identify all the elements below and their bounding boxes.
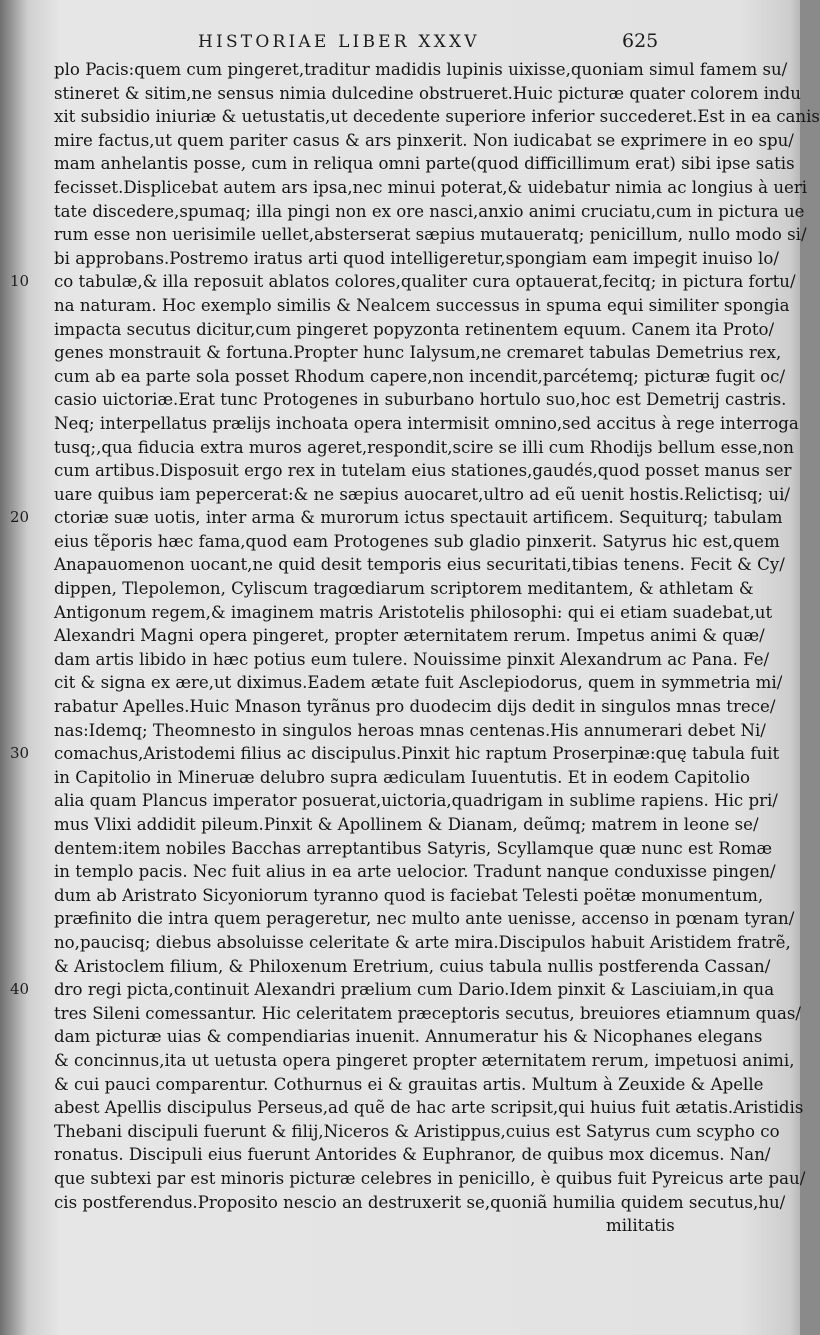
text-line: tate discedere,spumaq; illa pingi non ex ore nasci,anxio animi cruciatu,cum in pictura ue: [54, 201, 805, 221]
text-line-content: ctoriæ suæ uotis, inter arma & murorum ictus spectauit artificem. Sequiturq; tabulam: [54, 508, 783, 528]
text-line: præfinito die intra quem perageretur, nec multo ante uenisse, accenso in pœnam tyran/: [54, 909, 795, 929]
text-line: & Aristoclem filium, & Philoxenum Eretrium, cuius tabula nullis postferenda Cassan/: [54, 956, 771, 976]
body-text: [10, 58, 820, 1238]
text-line-content: comachus,Aristodemi filius ac discipulus.Pinxit hic raptum Proserpinæ:quę tabula fuit: [54, 744, 780, 764]
text-line: dippen, Tlepolemon, Cyliscum tragœdiarum scriptorem meditantem, & athletam &: [54, 579, 754, 599]
text-line-numbered: [10, 270, 796, 294]
text-line: tusq;,qua fiducia extra muros ageret,respondit,scire se illi cum Rhodijs bellum esse,non: [54, 437, 794, 457]
text-line: na naturam. Hoc exemplo similis & Nealcem successus in spuma equi similiter spongia: [54, 295, 790, 315]
text-line: xit subsidio iniuriæ & uetustatis,ut decedente superiore inferior succederet.Est in ea canis: [54, 107, 820, 127]
text-line: mam anhelantis posse, cum in reliqua omni parte(quod difficillimum erat) sibi ipse satis: [54, 154, 795, 174]
page-number: 625: [622, 30, 659, 52]
text-line: rabatur Apelles.Huic Mnason tyrãnus pro duodecim dijs dedit in singulos mnas trece/: [54, 697, 776, 717]
text-line: plo Pacis:quem cum pingeret,traditur madidis lupinis uixisse,quoniam simul famem su/: [54, 60, 788, 79]
text-line: in templo pacis. Nec fuit alius in ea arte uelocior. Tradunt nanque conduxisse pingen/: [54, 862, 776, 882]
text-line: tres Sileni comessantur. Hic celeritatem præceptoris secutus, breuiores etiamnum quas/: [54, 1003, 801, 1023]
text-line: abest Apellis discipulus Perseus,ad quẽ de hac arte scripsit,qui huius fuit ætatis.Aristidis: [54, 1098, 804, 1118]
line-number: 10: [10, 272, 30, 291]
text-line: fecisset.Displicebat autem ars ipsa,nec minui poterat,& uidebatur nimia ac longius à ueri: [54, 177, 808, 197]
text-line: eius tẽporis hæc fama,quod eam Protogenes sub gladio pinxerit. Satyrus hic est,quem: [54, 531, 780, 551]
text-line-content: co tabulæ,& illa reposuit ablatos colores,qualiter cura optauerat,fecitq; in pictura fortu/: [54, 272, 796, 292]
text-line: bi approbans.Postremo iratus arti quod intelligeretur,spongiam eam impegit inuiso lo/: [54, 248, 779, 268]
line-number: 40: [10, 980, 30, 999]
text-line: stineret & sitim,ne sensus nimia dulcedine obstrueret.Huic picturæ quater colorem indu: [54, 83, 801, 103]
text-line: impacta secutus dicitur,cum pingeret popyzonta retinentem equum. Canem ita Proto/: [54, 319, 775, 339]
text-line: & concinnus,ita ut uetusta opera pingeret propter æternitatem rerum, impetuosi animi,: [54, 1050, 795, 1070]
text-line: uare quibus iam pepercerat:& ne sæpius auocaret,ultro ad eũ uenit hostis.Relictisq; ui/: [54, 484, 790, 504]
text-line: in Capitolio in Mineruæ delubro supra ædiculam Iuuentutis. Et in eodem Capitolio: [54, 767, 750, 787]
text-line: rum esse non uerisimile uellet,absterserat sæpius mutaueratq; penicillum, nullo modo si/: [54, 225, 807, 245]
text-line: ronatus. Discipuli eius fuerunt Antorides & Euphranor, de quibus mox dicemus. Nan/: [54, 1145, 771, 1165]
text-line: cis postferendus.Proposito nescio an destruxerit se,quoniã humilia quidem secutus,hu/: [54, 1192, 786, 1212]
running-head: HISTORIAE LIBER XXXV: [198, 32, 480, 52]
text-line: & cui pauci comparentur. Cothurnus ei & grauitas artis. Multum à Zeuxide & Apelle: [54, 1074, 764, 1094]
text-line: Neq; interpellatus prælijs inchoata opera intermisit omnino,sed accitus à rege interroga: [54, 413, 799, 433]
text-line: nas:Idemq; Theomnesto in singulos heroas mnas centenas.His annumerari debet Ni/: [54, 720, 766, 740]
text-line-content: dro regi picta,continuit Alexandri prælium cum Dario.Idem pinxit & Lasciuiam,in qua: [54, 980, 775, 1000]
text-line-numbered: [10, 742, 780, 766]
text-line: dentem:item nobiles Bacchas arreptantibus Satyris, Scyllamque quæ nunc est Romæ: [54, 838, 773, 858]
text-line: que subtexi par est minoris picturæ celebres in penicillo, è quibus fuit Pyreicus arte pau/: [54, 1168, 806, 1188]
line-number: 30: [10, 744, 30, 763]
text-line: Antigonum regem,& imaginem matris Aristotelis philosophi: qui ei etiam suadebat,ut: [54, 602, 773, 622]
text-line: Alexandri Magni opera pingeret, propter æternitatem rerum. Impetus animi & quæ/: [54, 626, 765, 646]
text-line: Thebani discipuli fuerunt & filij,Niceros & Aristippus,cuius est Satyrus cum scypho co: [54, 1121, 780, 1141]
text-line-numbered: [10, 506, 783, 530]
text-line-numbered: [10, 978, 775, 1002]
text-line: dam picturæ uias & compendiarias inuenit. Annumeratur his & Nicophanes elegans: [54, 1027, 763, 1047]
text-line: cum artibus.Disposuit ergo rex in tutelam eius stationes,gaudés,quod posset manus ser: [54, 461, 792, 481]
text-line: dam artis libido in hæc potius eum tulere. Nouissime pinxit Alexandrum ac Pana. Fe/: [54, 649, 770, 669]
page-header: [0, 30, 800, 56]
text-line: mus Vlixi addidit pileum.Pinxit & Apollinem & Dianam, deũmq; matrem in leone se/: [54, 815, 759, 834]
text-line: dum ab Aristrato Sicyoniorum tyranno quod is faciebat Telesti poëtæ monumentum,: [54, 885, 764, 905]
line-number: 20: [10, 508, 30, 527]
text-line: Anapauomenon uocant,ne quid desit temporis eius securitati,tibias tenens. Fecit & Cy/: [54, 555, 785, 575]
catchword: militatis: [606, 1216, 675, 1236]
text-line: cit & signa ex ære,ut diximus.Eadem ætate fuit Asclepiodorus, quem in symmetria mi/: [54, 673, 783, 693]
text-line: no,paucisq; diebus absoluisse celeritate & arte mira.Discipulos habuit Aristidem fratrẽ,: [54, 932, 791, 952]
text-line: genes monstrauit & fortuna.Propter hunc Ialysum,ne cremaret tabulas Demetrius rex,: [54, 343, 782, 363]
text-line: alia quam Plancus imperator posuerat,uictoria,quadrigam in sublime rapiens. Hic pri/: [54, 791, 778, 811]
text-line: casio uictoriæ.Erat tunc Protogenes in suburbano hortulo suo,hoc est Demetrij castris.: [54, 390, 787, 410]
text-line: mire factus,ut quem pariter casus & ars pinxerit. Non iudicabat se exprimere in eo spu/: [54, 130, 794, 150]
text-line: cum ab ea parte sola posset Rhodum capere,non incendit,parcétemq; picturæ fugit oc/: [54, 366, 786, 386]
